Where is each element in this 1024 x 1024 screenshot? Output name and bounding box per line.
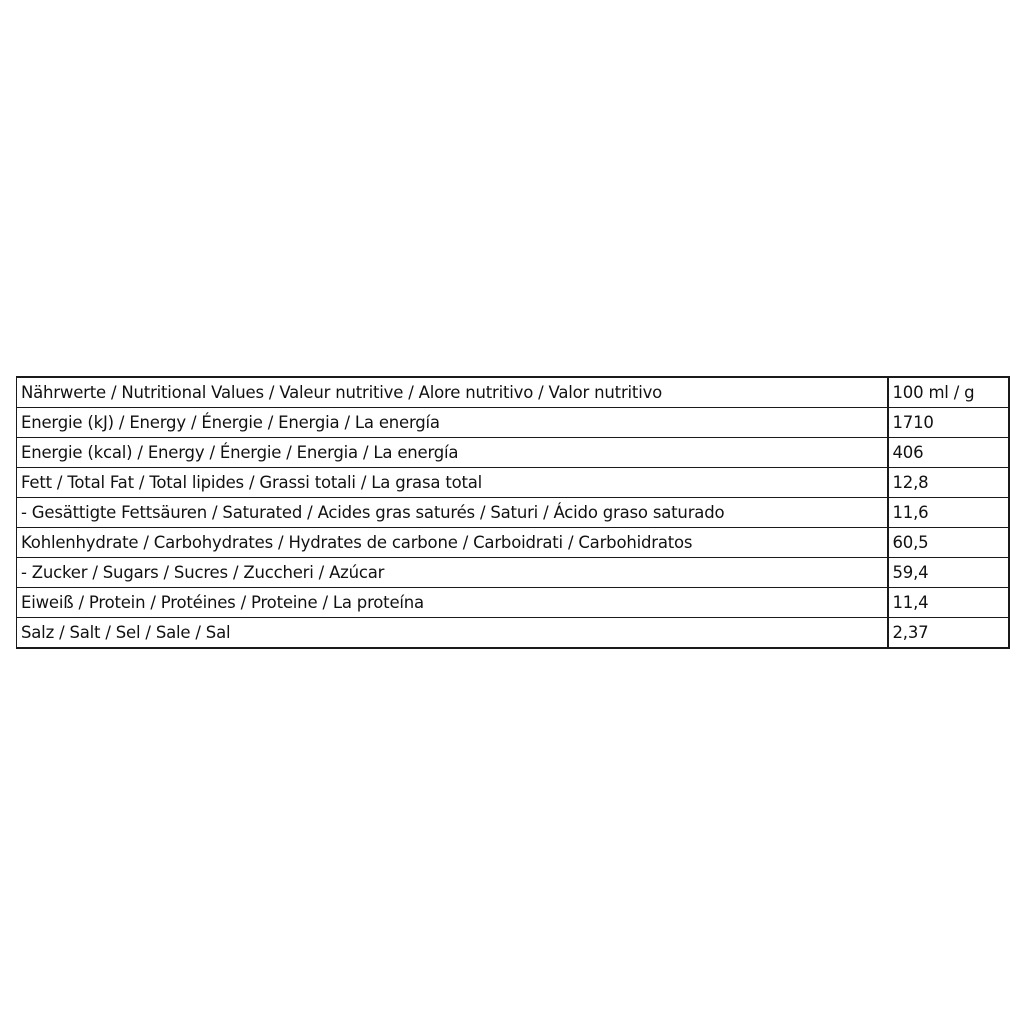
table-row-energy-kj: [17, 408, 1009, 438]
table-row-fat: [17, 468, 1009, 498]
row-value: 60,5: [888, 528, 1009, 558]
table-row-carbohydrates: [17, 528, 1009, 558]
row-label: Nährwerte / Nutritional Values / Valeur nutritive / Alore nutritivo / Valor nutritivo: [17, 377, 888, 408]
row-label: - Zucker / Sugars / Sucres / Zuccheri / Azúcar: [17, 558, 888, 588]
row-value: 1710: [888, 408, 1009, 438]
row-label: Salz / Salt / Sel / Sale / Sal: [17, 618, 888, 649]
row-value: 406: [888, 438, 1009, 468]
table-row-protein: [17, 588, 1009, 618]
row-value: 59,4: [888, 558, 1009, 588]
table-row-saturated: [17, 498, 1009, 528]
row-value: 12,8: [888, 468, 1009, 498]
row-label: Eiweiß / Protein / Protéines / Proteine / La proteína: [17, 588, 888, 618]
row-label: - Gesättigte Fettsäuren / Saturated / Acides gras saturés / Saturi / Ácido graso saturado: [17, 498, 888, 528]
row-label: Kohlenhydrate / Carbohydrates / Hydrates de carbone / Carboidrati / Carbohidratos: [17, 528, 888, 558]
row-value: 2,37: [888, 618, 1009, 649]
row-value: 11,4: [888, 588, 1009, 618]
row-label: Fett / Total Fat / Total lipides / Grassi totali / La grasa total: [17, 468, 888, 498]
nutrition-table: [16, 376, 1010, 649]
table-row-salt: [17, 618, 1009, 649]
row-label: Energie (kcal) / Energy / Énergie / Energia / La energía: [17, 438, 888, 468]
row-value: 11,6: [888, 498, 1009, 528]
table-row-sugars: [17, 558, 1009, 588]
table-row-header: [17, 377, 1009, 408]
row-value: 100 ml / g: [888, 377, 1009, 408]
row-label: Energie (kJ) / Energy / Énergie / Energia / La energía: [17, 408, 888, 438]
table-row-energy-kcal: [17, 438, 1009, 468]
